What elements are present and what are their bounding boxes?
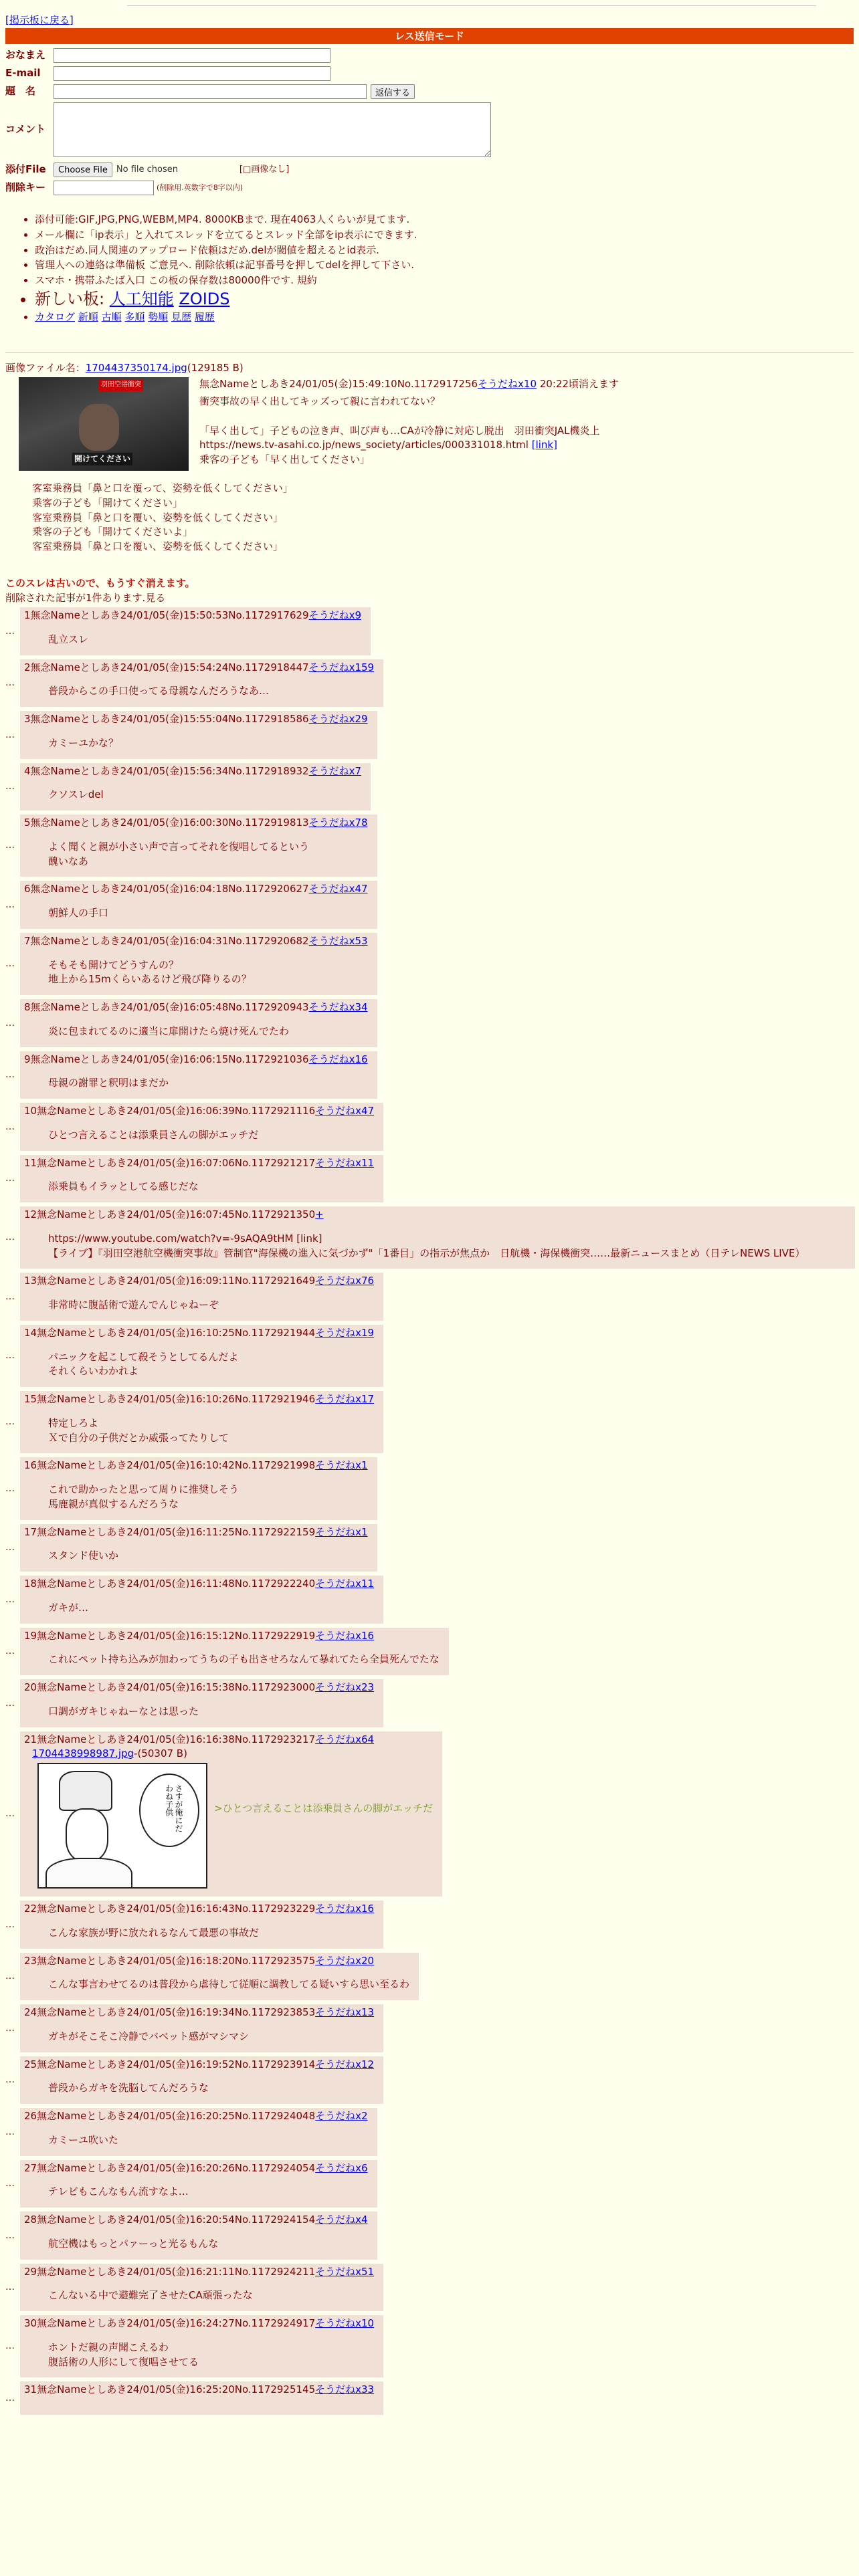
reply-body: クソスレdel	[48, 788, 104, 801]
op-body	[199, 395, 855, 467]
reply-dots: …	[5, 677, 15, 689]
reply-dots: …	[5, 2178, 15, 2189]
reply-box	[20, 711, 377, 759]
reply-dots: …	[5, 1483, 15, 1494]
reply-dots: …	[5, 1069, 15, 1081]
reply-header	[24, 2265, 374, 2280]
reply-body: ガキが…	[48, 1601, 89, 1614]
sodane-link[interactable]: そうだねx1	[315, 1525, 368, 1538]
thumb-caption: 開けてください	[72, 453, 132, 465]
reply-box	[20, 2264, 383, 2312]
reply-header	[24, 1459, 368, 1473]
reply-body: https://www.youtube.com/watch?v=-9sAQA9tHM [link] 【ライブ】『羽田空港航空機衝突事故』管制官"海保機の進入に気づかず"「1番目」の指示が焦点か 日航機・海保機衝突……最新ニュースまとめ（日テレNEWS LIVE）	[48, 1232, 805, 1259]
sodane-link[interactable]: そうだねx159	[308, 661, 375, 673]
reply-form	[5, 48, 514, 199]
reply-box	[20, 1953, 419, 2001]
sodane-link[interactable]: そうだねx6	[315, 2161, 368, 2174]
reply-post	[5, 2315, 855, 2377]
reply-header	[24, 1733, 433, 1747]
sodane-link[interactable]: そうだねx19	[315, 1326, 375, 1339]
manga-figure-part	[66, 1808, 108, 1862]
reply-body: パニックを起こして殺そうとしてるんだよ それくらいわかれよ	[48, 1350, 239, 1378]
subject-label: 題 名	[5, 85, 36, 98]
reply-body: スタンド使いか	[48, 1549, 119, 1562]
reply-post	[5, 659, 855, 708]
sodane-link[interactable]: そうだねx11	[315, 1578, 375, 1590]
sodane-link[interactable]: そうだねx17	[315, 1393, 375, 1405]
sodane-link[interactable]: そうだねx16	[315, 1903, 375, 1915]
reply-post	[5, 607, 855, 655]
reply-meta: 27無念Nameとしあき24/01/05(金)16:20:26No.1172924054	[24, 2161, 316, 2174]
reply-body: 普段からこの手口使ってる母親なんだろうなあ…	[48, 685, 270, 697]
reply-box	[20, 815, 377, 877]
reply-box	[20, 2381, 383, 2415]
reply-box	[20, 1576, 383, 1624]
reply-box	[20, 881, 377, 929]
reply-header	[24, 1681, 374, 1695]
reply-box	[20, 1273, 383, 1321]
reply-box	[20, 659, 383, 708]
reply-dots: …	[5, 1542, 15, 1553]
reply-post	[5, 2160, 855, 2208]
reply-body: ガキがそこそこ冷静でバベット感がマシマシ	[48, 2030, 250, 2042]
top-divider	[127, 5, 816, 6]
reply-meta: 7無念Nameとしあき24/01/05(金)16:04:31No.1172920682	[24, 934, 309, 947]
reply-dots: …	[5, 1416, 15, 1428]
sodane-link[interactable]: そうだねx1	[315, 1459, 368, 1472]
delkey-input[interactable]	[54, 181, 154, 195]
reply-meta: 26無念Nameとしあき24/01/05(金)16:20:25No.1172924048	[24, 2110, 316, 2122]
reply-header	[24, 1392, 374, 1407]
reply-dots: …	[5, 1173, 15, 1184]
sodane-link[interactable]: そうだねx64	[315, 1733, 375, 1745]
manga-figure-part	[59, 1771, 112, 1811]
reply-post	[5, 1731, 855, 1897]
op-body-link[interactable]: [link]	[531, 439, 557, 451]
reply-meta: 19無念Nameとしあき24/01/05(金)16:15:12No.1172922919	[24, 1629, 316, 1642]
new-board-prefix: 新しい板:	[35, 289, 110, 308]
reply-box	[20, 2056, 383, 2105]
reply-post	[5, 2264, 855, 2312]
sodane-link[interactable]: そうだねx34	[308, 1001, 368, 1013]
choose-file-button[interactable]: Choose File	[54, 163, 112, 177]
reply-meta: 21無念Nameとしあき24/01/05(金)16:16:38No.1172923217	[24, 1733, 316, 1745]
sodane-link[interactable]: そうだねx16	[315, 1629, 375, 1642]
sodane-link[interactable]: そうだねx33	[315, 2383, 375, 2396]
comment-label: コメント	[5, 123, 46, 136]
new-board-link-zoids[interactable]: ZOIDS	[179, 289, 230, 308]
reply-header	[24, 1208, 846, 1222]
sodane-link[interactable]: そうだねx4	[315, 2214, 368, 2226]
reply-header	[24, 2006, 374, 2020]
manga-figure-part	[45, 1858, 132, 1889]
link-many[interactable]: 多順	[124, 310, 145, 323]
reply-header	[24, 764, 361, 779]
reply-header	[24, 2058, 374, 2072]
reply-post	[5, 999, 855, 1047]
op-body-text: 衝突事故の早く出してキッズって親に言われてない？ 「早く出して」子どもの泣き声、叫び声も…CAが冷静に対応し脱出 羽田衝突JAL機炎上 https://news.tv-asahi.co.jp/news_society/articles/000331018.html	[199, 395, 600, 451]
reply-post	[5, 1901, 855, 1949]
delkey-label: 削除キー	[5, 181, 46, 194]
speech-bubble: さすが俺にだわね子供	[139, 1774, 199, 1847]
catalog-links	[35, 310, 819, 325]
reply-mode-banner: レス送信モード	[5, 28, 854, 44]
rule-item: • スマホ・携帯ふたば入口 この板の保存数は80000件です. 規約	[35, 274, 819, 288]
reply-dots: …	[5, 958, 15, 970]
reply-meta: 18無念Nameとしあき24/01/05(金)16:11:48No.1172922240	[24, 1578, 316, 1590]
reply-dots: …	[5, 1919, 15, 1930]
reply-dots: …	[5, 2230, 15, 2241]
reply-header	[24, 1902, 374, 1917]
reply-file-size: -(50307 B)	[134, 1747, 187, 1760]
reply-meta: 28無念Nameとしあき24/01/05(金)16:20:54No.1172924154	[24, 2214, 316, 2226]
sodane-link[interactable]: そうだねx7	[308, 764, 361, 777]
reply-dots: …	[5, 1291, 15, 1302]
back-to-board-link[interactable]: [掲示板に戻る]	[5, 14, 74, 26]
reply-header	[24, 1053, 368, 1067]
reply-meta: 24無念Nameとしあき24/01/05(金)16:19:34No.1172923853	[24, 2006, 316, 2018]
reply-post	[5, 1391, 855, 1453]
reply-box	[20, 1325, 383, 1387]
op-meta	[199, 377, 619, 392]
reply-dots: …	[5, 1646, 15, 1657]
reply-body: カミーユ吹いた	[48, 2133, 119, 2146]
reply-body: 普段からガキを洗脳してんだろうな	[48, 2082, 209, 2095]
sodane-link[interactable]: そうだねx23	[315, 1681, 375, 1693]
subject-row	[5, 84, 514, 99]
sodane-link[interactable]: そうだねx12	[315, 2058, 375, 2070]
reply-meta: 3無念Nameとしあき24/01/05(金)15:55:04No.1172918586	[24, 713, 309, 725]
op-thumbnail-image[interactable]	[19, 377, 189, 471]
reply-box	[20, 1206, 855, 1269]
reply-image-row	[24, 1761, 433, 1891]
reply-meta: 13無念Nameとしあき24/01/05(金)16:09:11No.1172921649	[24, 1275, 316, 1287]
sodane-link[interactable]: そうだねx29	[308, 713, 368, 725]
reply-dots: …	[5, 1808, 15, 1820]
reply-meta: 15無念Nameとしあき24/01/05(金)16:10:26No.1172921946	[24, 1393, 316, 1405]
reply-body: 非常時に腹話術で遊んでんじゃねーぞ	[48, 1299, 219, 1311]
rule-item: • 添付可能:GIF,JPG,PNG,WEBM,MP4. 8000KBまで. 現在4063人くらいが見てます.	[35, 213, 819, 227]
op-file-size: (129185 B)	[187, 362, 244, 374]
link-old[interactable]: 古順	[101, 310, 122, 323]
reply-dots: …	[5, 840, 15, 851]
email-label: E-mail	[5, 67, 41, 80]
sodane-link[interactable]: そうだねx51	[315, 2265, 375, 2278]
reply-meta: 4無念Nameとしあき24/01/05(金)15:56:34No.1172918932	[24, 764, 309, 777]
reply-header	[24, 1000, 368, 1015]
op-file-link[interactable]: 1704437350174.jpg	[85, 362, 187, 374]
reply-post	[5, 2108, 855, 2156]
name-input[interactable]	[54, 48, 330, 63]
reply-dots: …	[5, 2341, 15, 2352]
reply-post	[5, 1155, 855, 1203]
reply-meta: 29無念Nameとしあき24/01/05(金)16:21:11No.1172924211	[24, 2265, 316, 2278]
reply-box	[20, 2160, 377, 2208]
reply-post	[5, 1524, 855, 1572]
reply-body: よく聞くと親が小さい声で言ってそれを復唱してるという 醜いなあ	[48, 840, 310, 867]
op-file-line	[5, 361, 854, 376]
reply-dots: …	[5, 1232, 15, 1243]
reply-box	[20, 1679, 383, 1727]
rule-item: • 政治はだめ.同人関連のアップロード依頼はだめ.delが閾値を超えるとid表示.	[35, 243, 819, 258]
reply-dots: …	[5, 2392, 15, 2403]
sodane-link[interactable]: そうだねx78	[308, 817, 368, 829]
person-silhouette	[79, 404, 119, 451]
reply-body: こんないる中で避難完了させたCA頑張ったな	[48, 2289, 253, 2302]
reply-header	[24, 1104, 374, 1119]
reply-post	[5, 2212, 855, 2260]
reply-dots: …	[5, 2126, 15, 2137]
reply-body: 添乗員もイラッとしてる感じだな	[48, 1180, 199, 1193]
reply-dots: …	[5, 1017, 15, 1029]
sodane-link[interactable]: そうだねx47	[308, 883, 368, 895]
link-history[interactable]: 履歴	[194, 310, 215, 323]
reply-header	[24, 1577, 374, 1592]
reply-post	[5, 933, 855, 995]
reply-header	[24, 934, 368, 949]
reply-header	[24, 816, 368, 831]
reply-dots: …	[5, 2074, 15, 2086]
reply-header	[24, 1326, 374, 1341]
reply-post	[5, 1103, 855, 1151]
reply-file-link[interactable]: 1704438998987.jpg	[32, 1747, 134, 1760]
email-row	[5, 66, 514, 81]
reply-header	[24, 661, 374, 675]
reply-meta: 9無念Nameとしあき24/01/05(金)16:06:15No.1172921036	[24, 1053, 309, 1065]
reply-meta: 14無念Nameとしあき24/01/05(金)16:10:25No.1172921944	[24, 1326, 316, 1339]
reply-meta: 11無念Nameとしあき24/01/05(金)16:07:06No.1172921217	[24, 1156, 316, 1169]
reply-body: ひとつ言えることは添乗員さんの脚がエッチだ	[48, 1128, 259, 1141]
reply-post	[5, 2004, 855, 2052]
new-board-link-ai[interactable]: 人工知能	[109, 289, 174, 308]
sodane-link[interactable]: +	[315, 1208, 324, 1220]
reply-post	[5, 2381, 855, 2415]
name-row	[5, 48, 514, 63]
reply-post	[5, 2056, 855, 2105]
reply-header	[24, 609, 361, 623]
reply-box	[20, 999, 377, 1047]
op-expire: 20:22頃消えます	[537, 378, 619, 390]
subject-input[interactable]	[54, 84, 367, 99]
section-divider	[5, 352, 854, 353]
op-file-label: 画像ファイル名：	[5, 362, 86, 374]
file-row	[5, 163, 514, 177]
op-body-continued: 客室乗務員「鼻と口を覆って、姿勢を低くしてください」 乗客の子ども「開けてください」 客室乗務員「鼻と口を覆い、姿勢を低くしてください」 乗客の子ども「開けてくださいよ」 客室乗務員「鼻と口を覆い、姿勢を低くしてください」	[32, 482, 293, 552]
comment-row	[5, 102, 514, 157]
reply-box	[20, 2004, 383, 2052]
reply-post	[5, 815, 855, 877]
thread-expire-warning: このスレは古いので、もうすぐ消えます。	[5, 577, 195, 589]
link-momentum[interactable]: 勢順	[148, 310, 169, 323]
reply-post	[5, 1679, 855, 1727]
reply-header	[24, 2317, 374, 2331]
reply-box	[20, 2212, 377, 2260]
reply-header	[24, 1156, 374, 1171]
reply-header	[24, 2109, 368, 2124]
reply-box	[20, 607, 371, 655]
reply-body: 航空機はもっとパァーっと光るもんな	[48, 2237, 219, 2250]
submit-button[interactable]: 返信する	[371, 84, 415, 99]
sodane-link[interactable]: そうだねx53	[308, 934, 368, 947]
sodane-link[interactable]: そうだねx16	[308, 1053, 368, 1065]
sodane-link[interactable]: そうだねx20	[315, 1954, 375, 1967]
sodane-link[interactable]: そうだねx9	[308, 609, 361, 621]
reply-box	[20, 1731, 442, 1897]
reply-box	[20, 1103, 383, 1151]
reply-box	[20, 1628, 449, 1676]
link-catalog[interactable]: カタログ	[35, 310, 76, 323]
reply-header	[24, 1629, 440, 1644]
link-viewed[interactable]: 見歴	[171, 310, 191, 323]
rule-item: • メール欄に「ip表示」と入れてスレッドを立てるとスレッド全部をip表示にできます.	[35, 228, 819, 243]
delkey-note: (削除用.英数字で8字以内)	[157, 183, 244, 193]
reply-file-line	[24, 1747, 433, 1761]
reply-meta: 1無念Nameとしあき24/01/05(金)15:50:53No.1172917629	[24, 609, 309, 621]
reply-header	[24, 882, 368, 897]
sodane-link[interactable]: そうだねx47	[315, 1105, 375, 1117]
op-header: 無念Nameとしあき24/01/05(金)15:49:10No.1172917256	[199, 378, 478, 390]
reply-box	[20, 2315, 383, 2377]
reply-post	[5, 711, 855, 759]
reply-body: ホントだ親の声聞こえるわ 腹話術の人形にして復唱させてる	[48, 2341, 199, 2368]
sodane-link[interactable]: そうだねx10	[315, 2317, 375, 2329]
reply-dots: …	[5, 2022, 15, 2034]
link-new[interactable]: 新順	[78, 310, 98, 323]
quote-text: >ひとつ言えることは添乗員さんの脚がエッチだ	[214, 1802, 433, 1814]
reply-meta: 23無念Nameとしあき24/01/05(金)16:18:20No.1172923575	[24, 1954, 316, 1967]
sodane-link[interactable]: そうだねx11	[315, 1156, 375, 1169]
reply-header	[24, 1954, 409, 1969]
reply-post	[5, 881, 855, 929]
deleted-notice[interactable]: 削除された記事が1件あります.見る	[5, 592, 166, 604]
new-board-item	[35, 289, 819, 310]
email-input[interactable]	[54, 66, 330, 81]
reply-box	[20, 1457, 377, 1519]
reply-post	[5, 1051, 855, 1099]
reply-header	[24, 1274, 374, 1289]
reply-post	[5, 1576, 855, 1624]
reply-body: テレビもこんなもん流すなよ…	[48, 2185, 189, 2198]
name-label: おなまえ	[5, 49, 46, 62]
reply-meta: 8無念Nameとしあき24/01/05(金)16:05:48No.1172920943	[24, 1001, 309, 1013]
manga-image[interactable]	[37, 1763, 207, 1889]
reply-box	[20, 763, 371, 811]
reply-body: 炎に包まれてるのに適当に扉開けたら焼け死んでたわ	[48, 1025, 290, 1037]
reply-header	[24, 2383, 374, 2397]
reply-meta: 10無念Nameとしあき24/01/05(金)16:06:39No.1172921116	[24, 1105, 316, 1117]
reply-box	[20, 1391, 383, 1453]
reply-dots: …	[5, 1594, 15, 1605]
board-rules	[16, 213, 819, 326]
sodane-link[interactable]: そうだねx13	[315, 2006, 375, 2018]
comment-textarea[interactable]	[54, 102, 491, 157]
op-body-text2: 乗客の子ども「早く出してください」	[199, 453, 371, 465]
reply-body	[24, 2397, 374, 2409]
delkey-row	[5, 181, 514, 195]
file-label: 添付File	[5, 163, 46, 176]
reply-dots: …	[5, 781, 15, 792]
no-file-text: No file chosen	[116, 164, 178, 175]
reply-header	[24, 2213, 368, 2228]
op-post	[5, 361, 854, 552]
reply-meta: 22無念Nameとしあき24/01/05(金)16:16:43No.1172923229	[24, 1903, 316, 1915]
reply-box	[20, 1051, 377, 1099]
reply-meta: 30無念Nameとしあき24/01/05(金)16:24:27No.1172924917	[24, 2317, 316, 2329]
reply-meta: 6無念Nameとしあき24/01/05(金)16:04:18No.1172920627	[24, 883, 309, 895]
rule-item: • 管理人への連絡は準備板 ご意見へ. 削除依頼は記事番号を押してdelを押して下さい.	[35, 258, 819, 273]
reply-meta: 5無念Nameとしあき24/01/05(金)16:00:30No.1172919813	[24, 817, 309, 829]
reply-dots: …	[5, 1350, 15, 1362]
reply-post	[5, 1325, 855, 1387]
reply-body: これで助かったと思って周りに推奨しそう 馬鹿親が真似するんだろうな	[48, 1483, 240, 1510]
reply-body: カミーユかな？	[48, 736, 119, 749]
thumb-tag: 羽田空港衝突	[99, 380, 143, 391]
reply-post	[5, 1273, 855, 1321]
reply-box	[20, 933, 377, 995]
reply-post	[5, 1206, 855, 1269]
op-sodane-link[interactable]: そうだねx10	[478, 378, 537, 390]
reply-body: 朝鮮人の手口	[48, 907, 109, 919]
reply-meta: 25無念Nameとしあき24/01/05(金)16:19:52No.1172923914	[24, 2058, 316, 2070]
reply-box	[20, 1901, 383, 1949]
reply-meta: 12無念Nameとしあき24/01/05(金)16:07:45No.1172921350	[24, 1208, 316, 1220]
no-image-checkbox[interactable]: [□画像なし]	[239, 164, 290, 175]
reply-meta: 31無念Nameとしあき24/01/05(金)16:25:20No.1172925145	[24, 2383, 316, 2396]
reply-body: こんな家族が野に放たれるなんて最悪の事故だ	[48, 1926, 260, 1939]
reply-post	[5, 763, 855, 811]
reply-post	[5, 1628, 855, 1676]
reply-dots: …	[5, 729, 15, 740]
reply-meta: 2無念Nameとしあき24/01/05(金)15:54:24No.1172918447	[24, 661, 309, 673]
reply-body: 乱立スレ	[48, 633, 89, 645]
reply-dots: …	[5, 1971, 15, 1982]
reply-body: 口調がガキじゃねーなとは思った	[48, 1705, 199, 1717]
sodane-link[interactable]: そうだねx76	[315, 1275, 375, 1287]
reply-body: そもそも開けてどうすんの？ 地上から15mくらいあるけど飛び降りるの？	[48, 958, 252, 986]
reply-list	[5, 607, 855, 2419]
reply-meta: 16無念Nameとしあき24/01/05(金)16:10:42No.1172921998	[24, 1459, 316, 1472]
reply-body: 特定しろよ Ｘで自分の子供だとか威張ってたりして	[48, 1416, 229, 1444]
reply-body: こんな事言わせてるのは普段から虐待して従順に調教してる疑いすら思い至るわ	[48, 1978, 410, 1991]
reply-dots: …	[5, 1697, 15, 1709]
reply-body: これにペット持ち込みが加わってうちの子も出させろなんて暴れてたら全員死んでたな	[48, 1653, 440, 1666]
reply-header	[24, 712, 368, 727]
reply-dots: …	[5, 1121, 15, 1132]
reply-meta: 17無念Nameとしあき24/01/05(金)16:11:25No.1172922159	[24, 1525, 316, 1538]
reply-box	[20, 2108, 377, 2156]
reply-box	[20, 1155, 383, 1203]
reply-dots: …	[5, 625, 15, 637]
reply-post	[5, 1953, 855, 2001]
reply-dots: …	[5, 899, 15, 910]
reply-post	[5, 1457, 855, 1519]
reply-box	[20, 1524, 377, 1572]
sodane-link[interactable]: そうだねx2	[315, 2110, 368, 2122]
reply-body: 母親の謝罪と釈明はまだか	[48, 1077, 169, 1089]
reply-meta: 20無念Nameとしあき24/01/05(金)16:15:38No.1172923000	[24, 1681, 316, 1693]
reply-header	[24, 1525, 368, 1540]
reply-header	[24, 2161, 368, 2176]
reply-dots: …	[5, 2282, 15, 2293]
